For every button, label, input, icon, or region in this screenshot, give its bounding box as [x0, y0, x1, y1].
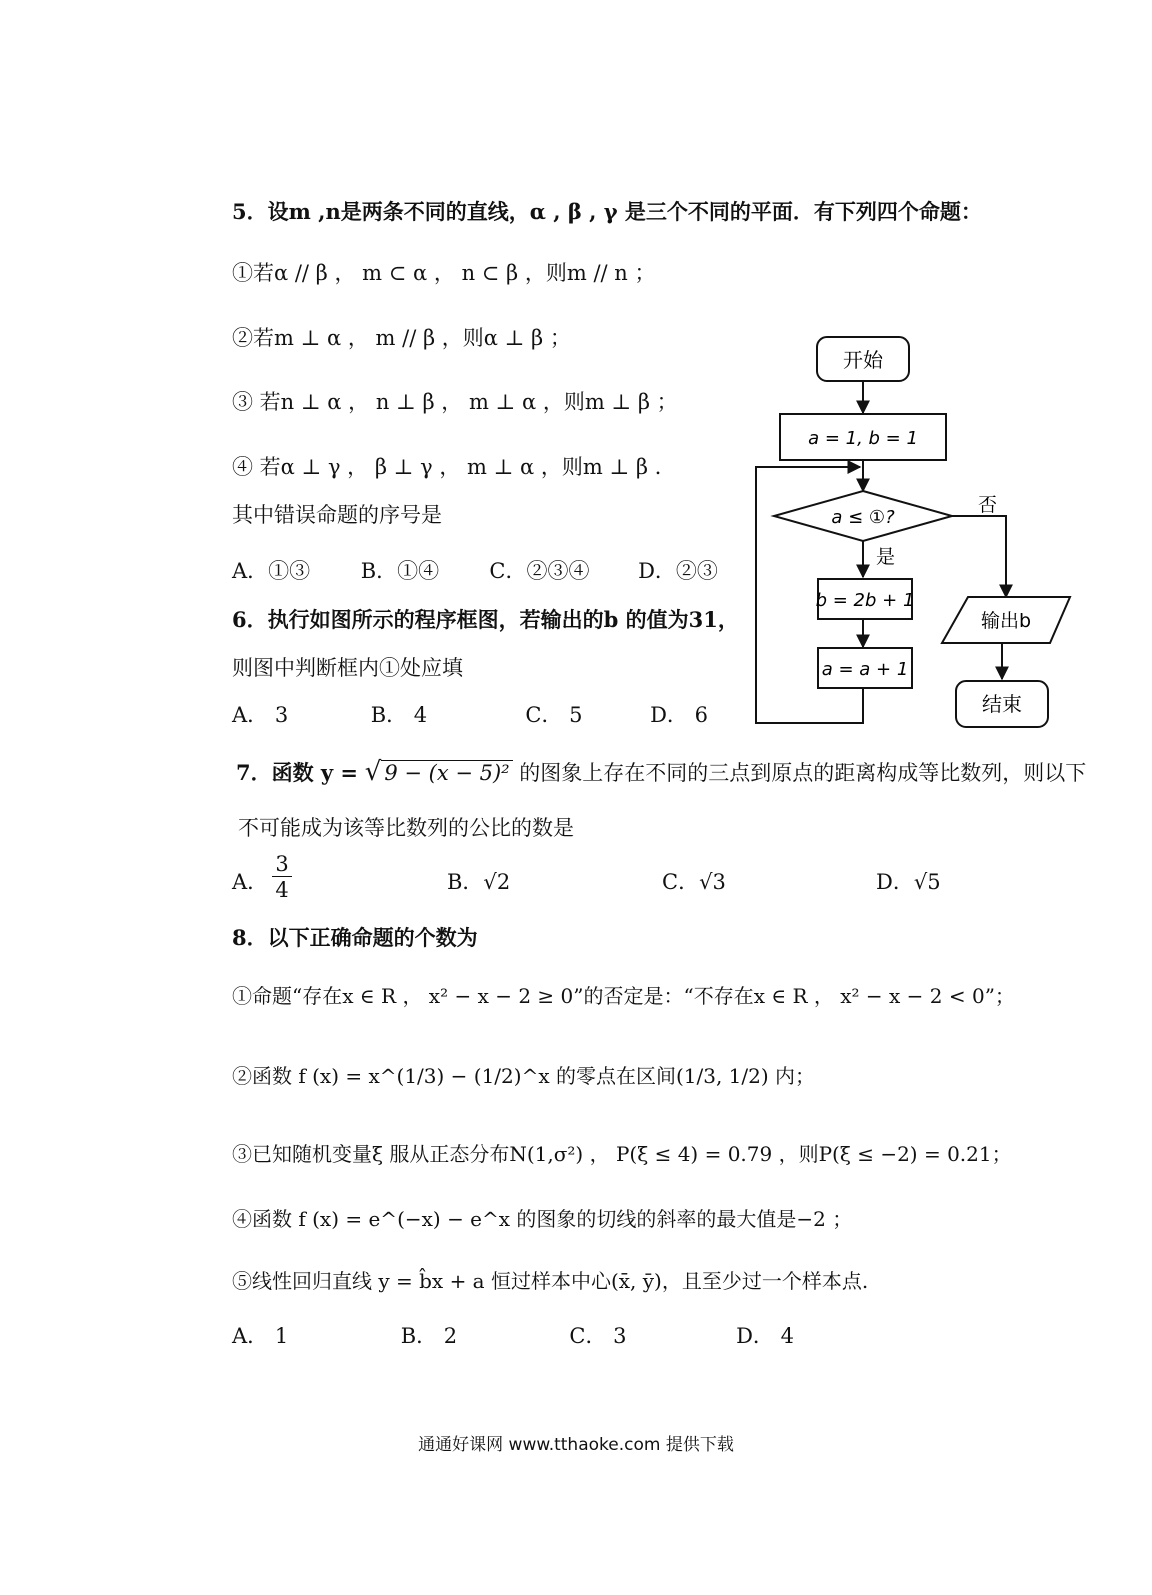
q5-proposition-4: ④ 若α ⊥ γ ， β ⊥ γ ， m ⊥ α ，则m ⊥ β ． — [232, 455, 676, 479]
q6-line-1: 6．执行如图所示的程序框图，若输出的b 的值为31， — [232, 607, 739, 632]
q8-proposition-5: ⑤线性回归直线 y = b̂x + a 恒过样本中心(x̄, ȳ)，且至少过一个样本点. — [232, 1269, 869, 1293]
q8-option-b: B． 2 — [400, 1324, 458, 1348]
q5-options — [232, 555, 718, 585]
flow-arrow-no — [952, 516, 1006, 597]
q8-options — [232, 1320, 794, 1350]
q8-option-a: A． 1 — [232, 1324, 289, 1348]
q8-proposition-3: ③已知随机变量ξ 服从正态分布N(1,σ²) ， P(ξ ≤ 4) = 0.79 ，则P(ξ ≤ −2) = 0.21； — [232, 1142, 1012, 1166]
q5-question: 其中错误命题的序号是 — [232, 503, 442, 527]
q5-option-d: D．②③ — [638, 559, 718, 583]
flow-output-label: 输出b — [980, 610, 1032, 632]
q8-proposition-1: ①命题“存在x ∈ R ， x² − x − 2 ≥ 0”的否定是：“不存在x ∈ R ， x² − x − 2 < 0”； — [232, 984, 1015, 1008]
q7-radicand: 9 − (x − 5)² — [381, 760, 512, 785]
q7-prefix: 7．函数 y = — [236, 760, 359, 785]
flow-step-1-label: b = 2b + 1 — [815, 590, 915, 611]
page-footer: 通通好课网 www.tthaoke.com 提供下载 — [418, 1435, 734, 1455]
q7-option-a-numerator: 3 — [272, 852, 292, 877]
q5-option-b: B．①④ — [360, 559, 440, 583]
q5-option-c: C．②③④ — [489, 559, 590, 583]
q7-option-d: D．√5 — [876, 870, 941, 894]
q5-proposition-2: ②若m ⊥ α ， m // β ，则α ⊥ β ； — [232, 326, 571, 350]
q7-option-a-denominator: 4 — [275, 878, 289, 902]
q5-option-a: A．①③ — [232, 559, 311, 583]
flow-step-2-label: a = a + 1 — [821, 659, 909, 680]
q6-line-2: 则图中判断框内①处应填 — [232, 656, 463, 680]
q7-line-1 — [236, 757, 1086, 787]
flow-no-label: 否 — [978, 494, 998, 516]
flow-start-label: 开始 — [843, 348, 883, 372]
q7-line-2: 不可能成为该等比数列的公比的数是 — [238, 816, 574, 840]
q8-option-d: D． 4 — [736, 1324, 794, 1348]
q5-stem: 5．设m ,n是两条不同的直线，α , β , γ 是三个不同的平面．有下列四个命题： — [232, 199, 982, 224]
flow-yes-label: 是 — [876, 546, 896, 568]
q8-option-c: C． 3 — [569, 1324, 627, 1348]
q6-option-d: D． 6 — [650, 703, 708, 727]
q7-suffix: 的图象上存在不同的三点到原点的距离构成等比数列，则以下 — [519, 761, 1087, 785]
q6-option-b: B． 4 — [370, 703, 428, 727]
q7-option-a-label: A． — [232, 870, 269, 894]
flow-end-label: 结束 — [982, 692, 1022, 716]
q7-option-c: C．√3 — [662, 870, 726, 894]
q8-proposition-2: ②函数 f (x) = x^(1/3) − (1/2)^x 的零点在区间(1/3, 1/2) 内； — [232, 1064, 816, 1088]
q6-options — [232, 699, 708, 729]
flow-init-label: a = 1, b = 1 — [808, 428, 918, 449]
q5-proposition-3: ③ 若n ⊥ α ， n ⊥ β ， m ⊥ α ，则m ⊥ β ； — [232, 390, 678, 414]
q8-stem: 8．以下正确命题的个数为 — [232, 925, 478, 950]
q8-proposition-4: ④函数 f (x) = e^(−x) − e^x 的图象的切线的斜率的最大值是−2 ； — [232, 1207, 853, 1231]
q6-option-c: C． 5 — [525, 703, 583, 727]
q6-option-a: A． 3 — [232, 703, 289, 727]
flowchart — [740, 325, 1140, 745]
q5-proposition-1: ①若α // β ， m ⊂ α ， n ⊂ β ，则m // n ； — [232, 261, 656, 285]
q7-sqrt-sign: √ — [364, 757, 382, 787]
q7-option-b: B．√2 — [447, 870, 511, 894]
flow-decision-label: a ≤ ①? — [831, 507, 895, 528]
q7-option-a-fraction — [272, 852, 292, 903]
